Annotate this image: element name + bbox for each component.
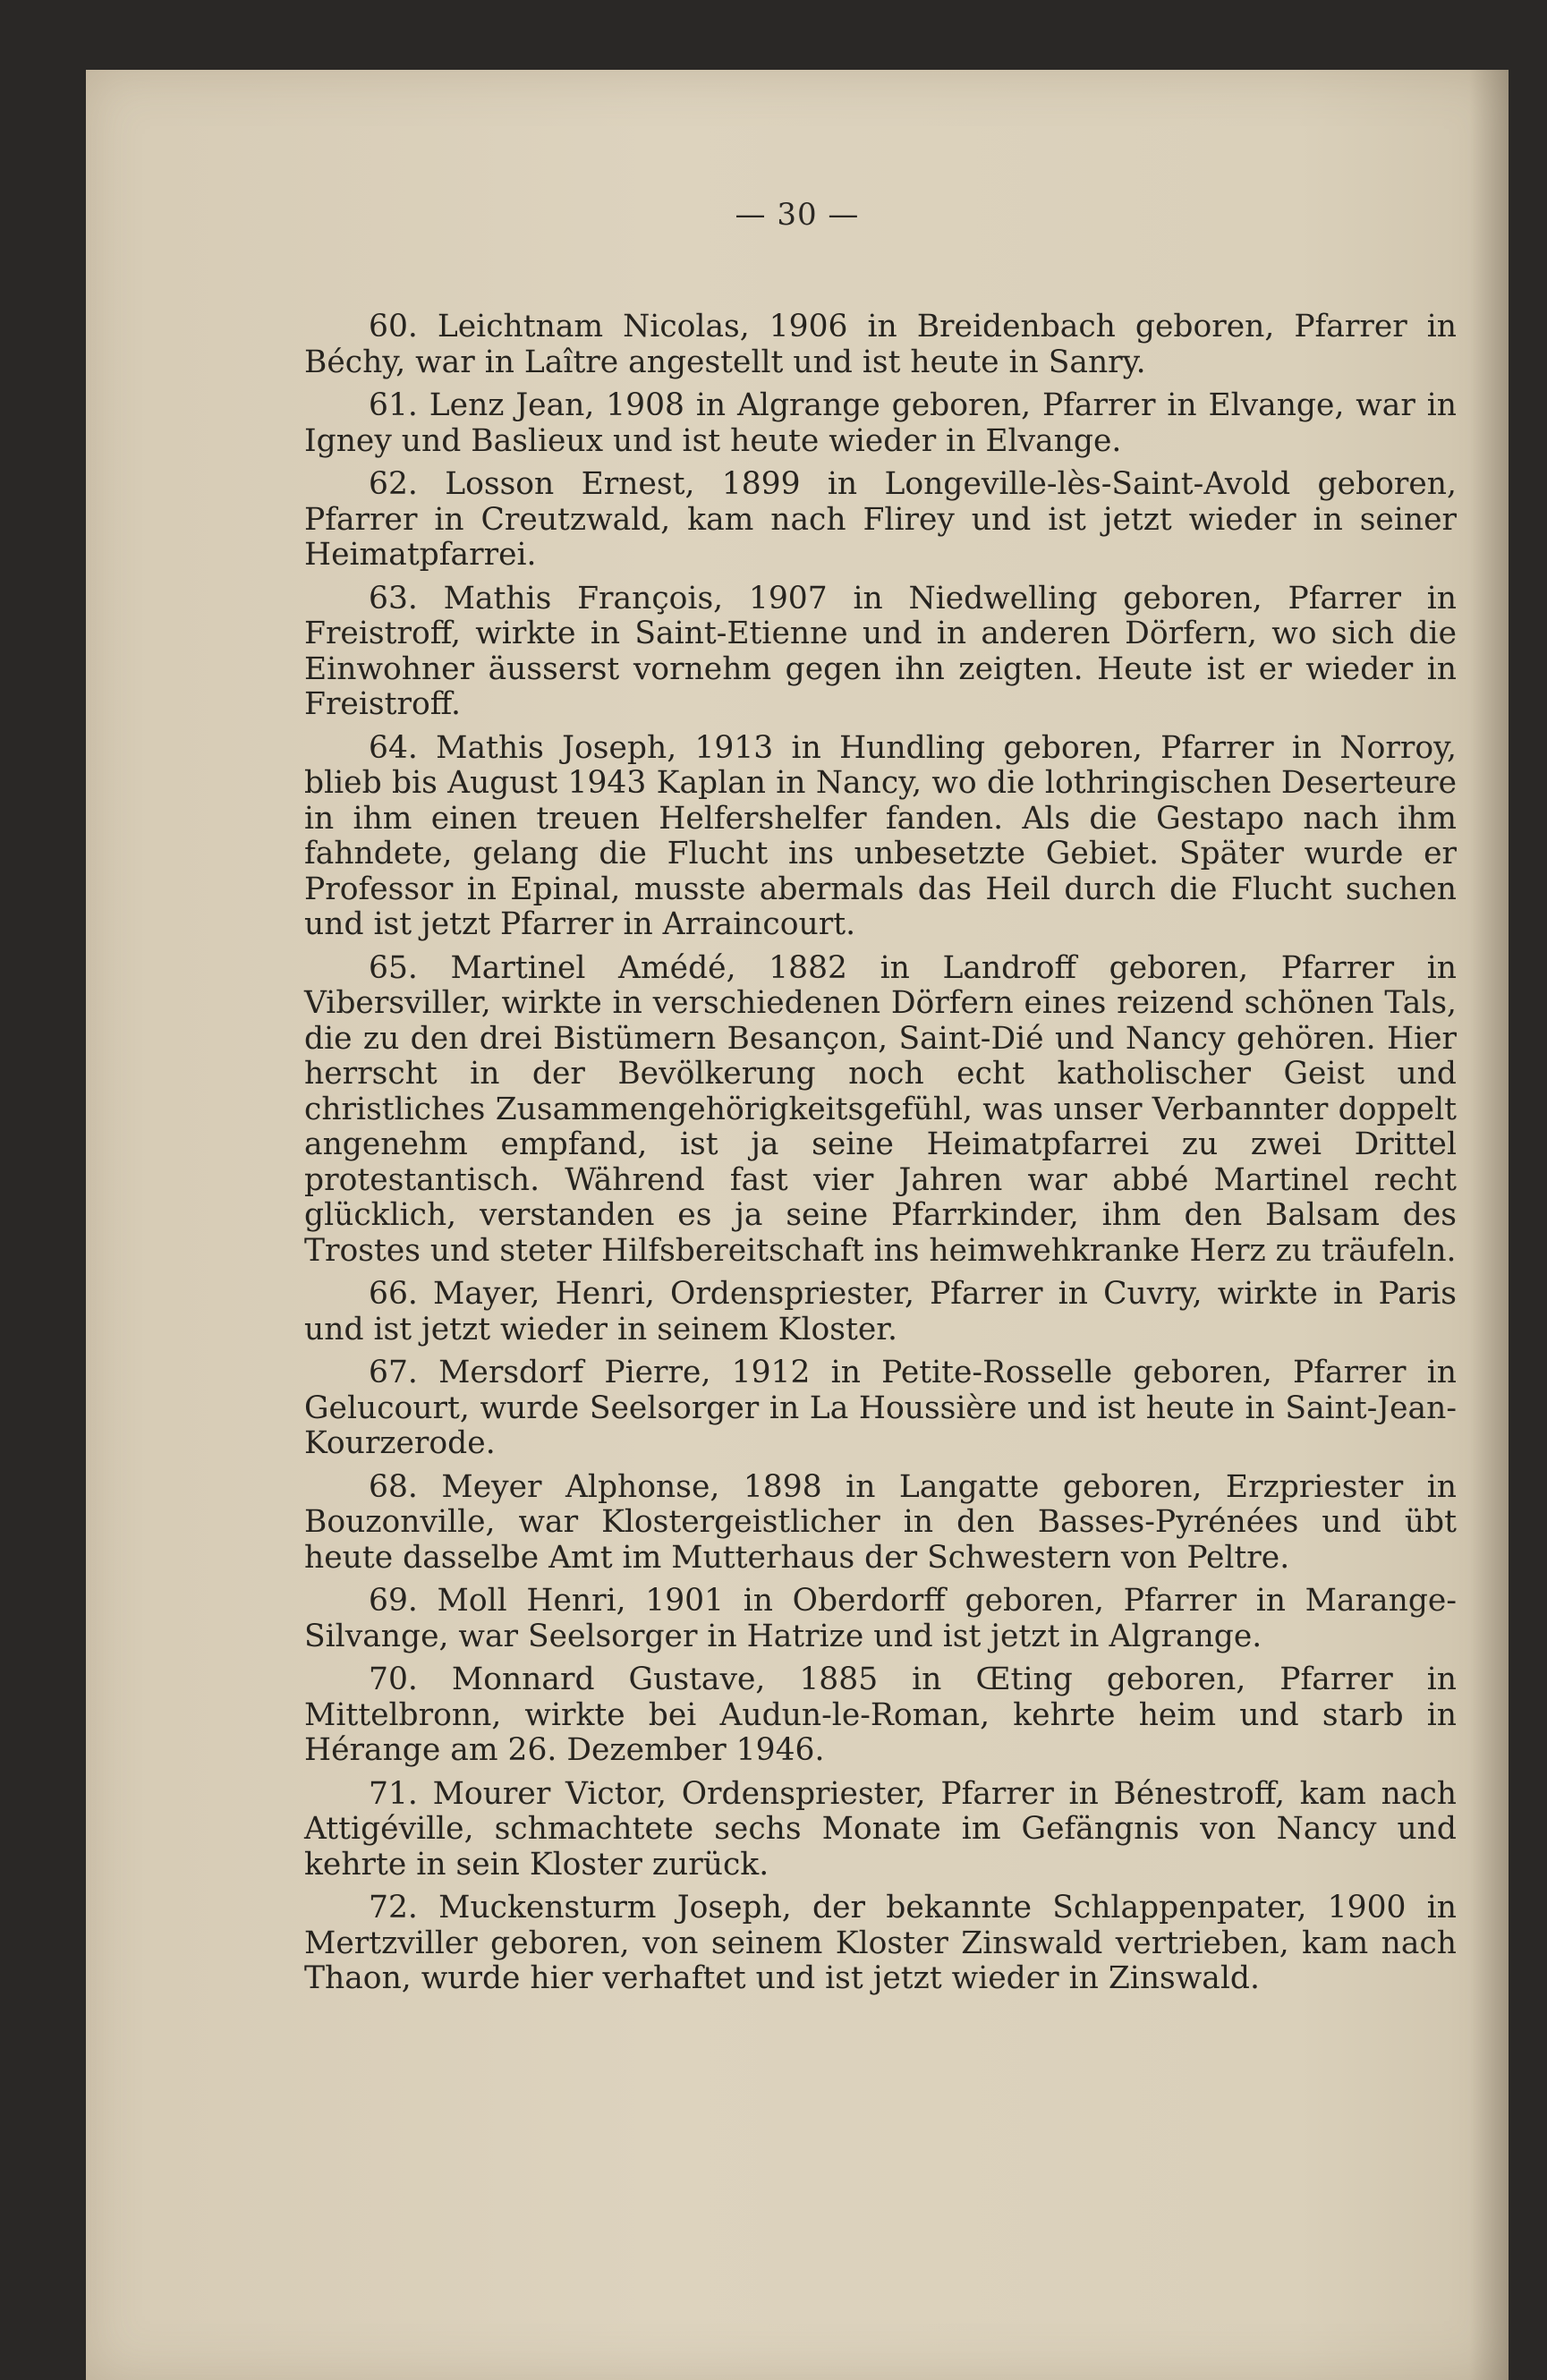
entry-62: 62. Losson Ernest, 1899 in Longeville-lès-Saint-Avold geboren, Pfarrer in Creutzwald, kam nach Flirey und ist jetzt wieder in seiner Heimatpfarrei. xyxy=(304,466,1457,573)
entry-72: 72. Muckensturm Joseph, der bekannte Schlappenpater, 1900 in Mertzviller geboren, von seinem Kloster Zinswald vertrieben, kam nach Thaon, wurde hier verhaftet und ist jetzt wieder in Zinswald. xyxy=(304,1890,1457,1996)
entry-67: 67. Mersdorf Pierre, 1912 in Petite-Rosselle geboren, Pfarrer in Gelucourt, wurde Seelsorger in La Houssière und ist heute in Saint-Jean-Kourzerode. xyxy=(304,1355,1457,1461)
entry-69: 69. Moll Henri, 1901 in Oberdorff geboren, Pfarrer in Marange-Silvange, war Seelsorger in Hatrize und ist jetzt in Algrange. xyxy=(304,1583,1457,1654)
entry-65: 65. Martinel Amédé, 1882 in Landroff geboren, Pfarrer in Vibersviller, wirkte in verschiedenen Dörfern eines reizend schönen Tals, die zu den drei Bistümern Besançon, Saint-Dié und Nancy gehören. Hier herrscht in der Bevölkerung noch echt katholischer Geist und christliches Zusammengehörigkeitsgefühl, was unser Verbannter doppelt angenehm empfand, ist ja seine Heimatpfarrei zu zwei Drittel protestantisch. Während fast vier Jahren war abbé Martinel recht glücklich, verstanden es ja seine Pfarrkinder, ihm den Balsam des Trostes und steter Hilfsbereitschaft ins heimwehkranke Herz zu träufeln. xyxy=(304,949,1457,1269)
entry-64: 64. Mathis Joseph, 1913 in Hundling geboren, Pfarrer in Norroy, blieb bis August 1943 Kaplan in Nancy, wo die lothringischen Deserteure in ihm einen treuen Helfershelfer fanden. Als die Gestapo nach ihm fahndete, gelang die Flucht ins unbesetzte Gebiet. Später wurde er Professor in Epinal, musste abermals das Heil durch die Flucht suchen und ist jetzt Pfarrer in Arraincourt. xyxy=(304,729,1457,942)
entry-61: 61. Lenz Jean, 1908 in Algrange geboren, Pfarrer in Elvange, war in Igney und Baslieux und ist heute wieder in Elvange. xyxy=(304,387,1457,459)
entry-71: 71. Mourer Victor, Ordenspriester, Pfarrer in Bénestroff, kam nach Attigéville, schmachtete sechs Monate im Gefängnis von Nancy und kehrte in sein Kloster zurück. xyxy=(304,1775,1457,1883)
entry-60: 60. Leichtnam Nicolas, 1906 in Breidenbach geboren, Pfarrer in Béchy, war in Laître angestellt und ist heute in Sanry. xyxy=(304,309,1457,380)
entry-63: 63. Mathis François, 1907 in Niedwelling geboren, Pfarrer in Freistroff, wirkte in Saint-Etienne und in anderen Dörfern, wo sich die Einwohner äusserst vornehm gegen ihn zeigten. Heute ist er wieder in Freistroff. xyxy=(304,580,1457,722)
page-number-header: — 30 — xyxy=(735,197,860,233)
entry-70: 70. Monnard Gustave, 1885 in Œting geboren, Pfarrer in Mittelbronn, wirkte bei Audun-le-Roman, kehrte heim und starb in Hérange am 26. Dezember 1946. xyxy=(304,1662,1457,1768)
page-text xyxy=(304,310,1457,2005)
entry-68: 68. Meyer Alphonse, 1898 in Langatte geboren, Erzpriester in Bouzonville, war Klostergeistlicher in den Basses-Pyrénées und übt heute dasselbe Amt im Mutterhaus der Schwestern von Peltre. xyxy=(304,1468,1457,1576)
book-page xyxy=(86,70,1509,2380)
entry-66: 66. Mayer, Henri, Ordenspriester, Pfarrer in Cuvry, wirkte in Paris und ist jetzt wieder in seinem Kloster. xyxy=(304,1276,1457,1347)
page-edge-shadow xyxy=(1469,70,1509,2380)
